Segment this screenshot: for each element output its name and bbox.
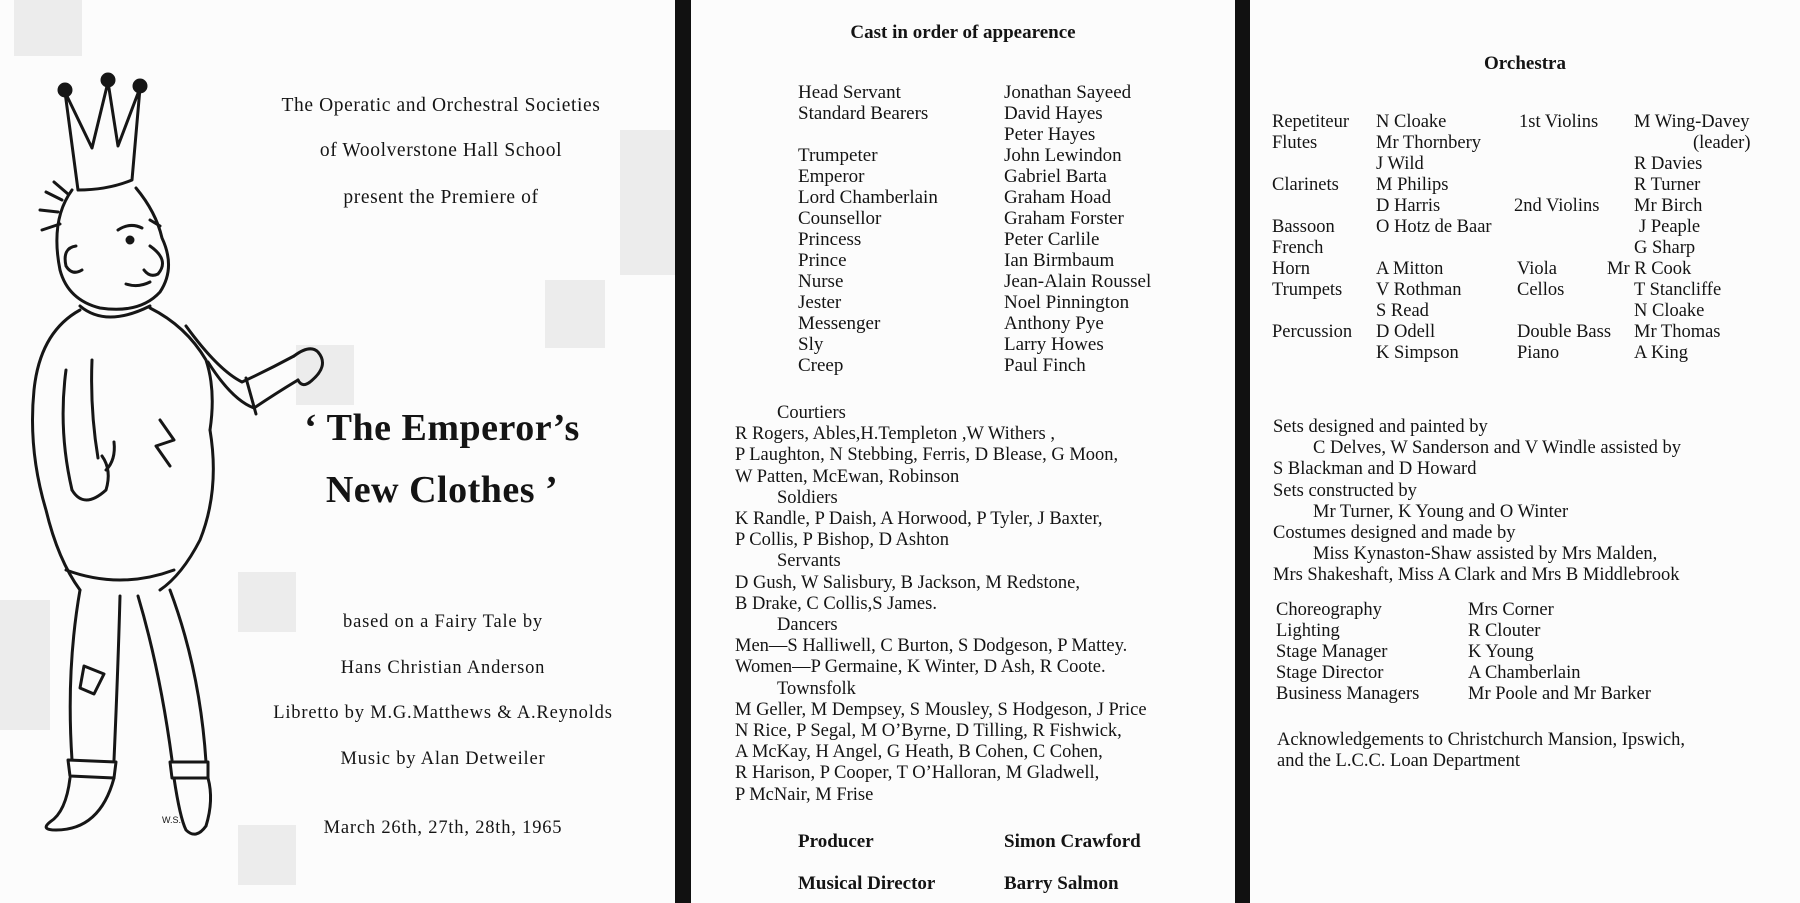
group-heading-servants: Servants — [777, 551, 841, 572]
acknowledgement-line: Acknowledgements to Christchurch Mansion, Ipswich, — [1277, 730, 1685, 750]
producer-name: Simon Crawford — [1004, 831, 1141, 852]
ensemble-line: P Laughton, N Stebbing, Ferris, D Blease, G Moon, — [735, 445, 1119, 466]
crew-name: K Young — [1468, 642, 1534, 662]
crew-role: Stage Manager — [1276, 642, 1388, 662]
ensemble-line: D Gush, W Salisbury, B Jackson, M Redstone, — [735, 572, 1080, 593]
player-name: M Philips — [1376, 175, 1449, 195]
section-label: Cellos — [1517, 280, 1565, 300]
ensemble-line: Women—P Germaine, K Winter, D Ash, R Coote. — [735, 657, 1106, 678]
section-label: Double Bass — [1517, 322, 1612, 342]
credit-line: S Blackman and D Howard — [1273, 459, 1477, 480]
group-heading-soldiers: Soldiers — [777, 487, 838, 508]
cast-role: Nurse — [798, 271, 844, 292]
ensemble-line: W Patten, McEwan, Robinson — [735, 466, 960, 487]
crew-name: Mr Poole and Mr Barker — [1468, 684, 1651, 704]
credit-line-1: based on a Fairy Tale by — [343, 612, 543, 632]
ensemble-line: P Collis, P Bishop, D Ashton — [735, 530, 950, 551]
cast-role: Emperor — [798, 166, 865, 187]
ensemble-line: B Drake, C Collis,S James. — [735, 593, 937, 614]
acknowledgement-line: and the L.C.C. Loan Department — [1277, 751, 1521, 772]
crew-name: Mrs Corner — [1468, 600, 1554, 620]
player-name: D Odell — [1376, 322, 1436, 342]
cast-actor: Jonathan Sayeed — [1004, 82, 1132, 103]
credit-line-4: Music by Alan Detweiler — [340, 749, 546, 769]
ensemble-line: Men—S Halliwell, C Burton, S Dodgeson, P Mattey. — [735, 636, 1128, 657]
player-name: G Sharp — [1634, 238, 1696, 258]
cast-actor: Larry Howes — [1004, 334, 1104, 355]
producer-label: Producer — [798, 831, 874, 852]
musical-director-label: Musical Director — [798, 873, 936, 894]
section-label: Bassoon — [1272, 217, 1335, 237]
crew-role: Lighting — [1276, 621, 1340, 641]
section-label: French — [1272, 238, 1324, 258]
player-name: O Hotz de Baar — [1376, 217, 1492, 237]
player-name: J Wild — [1376, 154, 1424, 174]
crew-name: R Clouter — [1468, 621, 1541, 641]
ensemble-line: P McNair, M Frise — [735, 784, 874, 805]
cast-role: Princess — [798, 229, 862, 250]
ensemble-line: K Randle, P Daish, A Horwood, P Tyler, J Baxter, — [735, 509, 1103, 530]
player-name: N Cloake — [1376, 112, 1447, 132]
cast-role: Counsellor — [798, 208, 882, 229]
player-name: R Davies — [1634, 154, 1703, 174]
cast-role: Head Servant — [798, 82, 901, 103]
player-name: T Stancliffe — [1634, 280, 1722, 300]
cast-actor: Noel Pinnington — [1004, 292, 1130, 313]
section-label: Percussion — [1272, 322, 1353, 342]
cast-role: Sly — [798, 334, 824, 355]
cast-actor: Ian Birmbaum — [1004, 250, 1115, 271]
player-name: Mr Thomas — [1634, 322, 1721, 342]
section-label: Piano — [1517, 343, 1560, 363]
show-title-line-2: New Clothes ’ — [325, 469, 559, 511]
section-label: Horn — [1272, 259, 1311, 279]
cast-actor: Paul Finch — [1004, 355, 1086, 376]
crew-name: A Chamberlain — [1468, 663, 1581, 683]
cover-page — [0, 0, 675, 903]
credit-line: C Delves, W Sanderson and V Windle assisted by — [1313, 438, 1682, 459]
cast-role: Trumpeter — [798, 145, 878, 166]
ensemble-list — [735, 403, 1147, 806]
cast-actor: Peter Hayes — [1004, 124, 1096, 145]
group-heading-courtiers: Courtiers — [777, 403, 846, 423]
cast-actor: Graham Hoad — [1004, 187, 1112, 208]
player-name: D Harris — [1376, 196, 1441, 216]
emperor-illustration — [10, 70, 360, 840]
ensemble-line: R Rogers, Ables,H.Templeton ,W Withers , — [735, 424, 1055, 445]
cast-heading: Cast in order of appearence — [850, 22, 1076, 43]
credit-line: Miss Kynaston-Shaw assisted by Mrs Malden, — [1313, 544, 1658, 565]
musical-director-name: Barry Salmon — [1004, 873, 1119, 894]
cast-role: Standard Bearers — [798, 103, 929, 124]
cast-role: Creep — [798, 355, 844, 376]
illustrator-initials: W.S. — [162, 815, 182, 825]
section-label: Trumpets — [1272, 280, 1343, 300]
cast-role: Jester — [798, 292, 842, 313]
orchestra-page — [1250, 0, 1800, 903]
credit-line: Costumes designed and made by — [1273, 523, 1516, 544]
credit-line: Sets constructed by — [1273, 480, 1417, 501]
player-name: A Mitton — [1376, 259, 1444, 279]
crew-role: Stage Director — [1276, 663, 1384, 683]
section-label: Viola — [1517, 259, 1557, 279]
player-name: Mr R Cook — [1607, 259, 1692, 279]
performance-dates: March 26th, 27th, 28th, 1965 — [323, 818, 563, 838]
intro-line-3: present the Premiere of — [343, 187, 539, 208]
player-name: K Simpson — [1376, 343, 1459, 363]
show-title-line-1: ‘ The Emperor’s — [304, 407, 580, 449]
player-name: N Cloake — [1634, 301, 1705, 321]
player-name: S Read — [1376, 301, 1429, 321]
ensemble-line: N Rice, P Segal, M O’Byrne, D Tilling, R Fishwick, — [735, 721, 1122, 742]
cast-page — [691, 0, 1235, 903]
player-name: V Rothman — [1376, 280, 1462, 300]
section-label: Clarinets — [1272, 175, 1339, 195]
credit-line: Mr Turner, K Young and O Winter — [1313, 501, 1569, 522]
cast-actor: Jean-Alain Roussel — [1004, 271, 1152, 292]
group-heading-townsfolk: Townsfolk — [777, 678, 856, 699]
crew-role: Business Managers — [1276, 684, 1420, 704]
ensemble-line: A McKay, H Angel, G Heath, B Cohen, C Cohen, — [735, 742, 1103, 763]
cast-role: Messenger — [798, 313, 881, 334]
intro-line-1: The Operatic and Orchestral Societies — [281, 95, 601, 116]
player-name: J Peaple — [1639, 217, 1701, 237]
player-name: R Turner — [1634, 175, 1701, 195]
orchestra-heading: Orchestra — [1484, 53, 1566, 74]
cast-role: Lord Chamberlain — [798, 187, 938, 208]
cast-actor: Gabriel Barta — [1004, 166, 1107, 187]
player-name: (leader) — [1693, 133, 1751, 153]
acknowledgements — [1277, 730, 1685, 772]
credit-line: Sets designed and painted by — [1273, 417, 1488, 437]
section-label: Flutes — [1272, 133, 1318, 153]
intro-line-2: of Woolverstone Hall School — [319, 140, 563, 161]
group-heading-dancers: Dancers — [777, 615, 838, 636]
player-name: M Wing-Davey — [1634, 112, 1750, 132]
section-label: Repetiteur — [1272, 112, 1350, 132]
credit-line: Mrs Shakeshaft, Miss A Clark and Mrs B Middlebrook — [1273, 565, 1680, 586]
cast-actor: John Lewindon — [1004, 145, 1122, 166]
credit-line-3: Libretto by M.G.Matthews & A.Reynolds — [273, 703, 613, 723]
section-label: 2nd Violins — [1514, 196, 1600, 216]
credit-line-2: Hans Christian Anderson — [340, 658, 546, 678]
player-name: Mr Birch — [1634, 196, 1703, 216]
cast-actor: Anthony Pye — [1004, 313, 1104, 334]
cast-actor: Graham Forster — [1004, 208, 1124, 229]
section-label: 1st Violins — [1519, 112, 1599, 132]
ensemble-line: M Geller, M Dempsey, S Mousley, S Hodgeson, J Price — [735, 699, 1147, 720]
cast-role: Prince — [798, 250, 847, 271]
player-name: A King — [1634, 343, 1688, 363]
production-credits — [1273, 417, 1681, 587]
crew-role: Choreography — [1276, 600, 1382, 620]
cast-actor: Peter Carlile — [1004, 229, 1100, 250]
cast-actor: David Hayes — [1004, 103, 1103, 124]
player-name: Mr Thornbery — [1376, 133, 1481, 153]
ensemble-line: R Harison, P Cooper, T O’Halloran, M Gladwell, — [735, 763, 1100, 784]
